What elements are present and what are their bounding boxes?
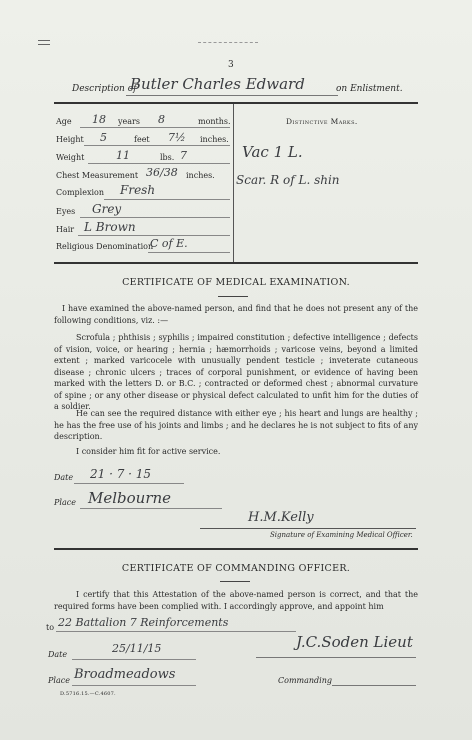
- inches-label: inches.: [200, 135, 229, 144]
- distinctive-mark-1: Vac 1 L.: [242, 143, 303, 161]
- appoint-to-label: to: [46, 623, 55, 632]
- distinctive-marks-heading: Distinctive Marks.: [286, 117, 358, 126]
- height-inches: 7½: [168, 131, 186, 144]
- weight-value: 11: [116, 149, 130, 162]
- height-label: Height: [56, 135, 84, 144]
- pencil-mark: [198, 42, 258, 43]
- feet-label: feet: [134, 135, 150, 144]
- medical-place: Melbourne: [88, 489, 172, 507]
- box-divider: [233, 104, 234, 262]
- commanding-line: [332, 685, 416, 686]
- medical-certificate-heading: CERTIFICATE OF MEDICAL EXAMINATION.: [122, 277, 350, 288]
- distinctive-mark-2: Scar. R of L. shin: [236, 173, 340, 187]
- religion-value: C of E.: [150, 237, 188, 250]
- page-number: 3: [228, 60, 234, 70]
- weight-extra: 7: [180, 149, 187, 162]
- appoint-line: [56, 631, 296, 632]
- commanding-place-line: [72, 685, 196, 686]
- eyes-line: [80, 217, 230, 218]
- hair-value: L Brown: [84, 220, 136, 234]
- medical-place-line: [80, 508, 222, 509]
- commanding-date: 25/11/15: [112, 642, 162, 655]
- complexion-label: Complexion: [56, 188, 104, 197]
- weight-line: [88, 163, 230, 164]
- medical-date-line: [74, 483, 184, 484]
- medical-fit: I consider him fit for active service.: [76, 447, 221, 456]
- medical-intro: I have examined the above-named person, and find that he does not present any of the following conditions, viz. :—: [54, 304, 418, 325]
- heading-underline: [218, 296, 248, 297]
- commanding-signature-line: [256, 657, 416, 658]
- recruit-name: Butler Charles Edward: [130, 75, 305, 93]
- height-line: [84, 145, 230, 146]
- years-label: years: [118, 117, 140, 126]
- appointed-unit: 22 Battalion 7 Reinforcements: [58, 616, 229, 629]
- medical-date-label: Date: [54, 473, 74, 482]
- weight-label: Weight: [56, 153, 85, 162]
- medical-officer-signature: H.M.Kelly: [248, 510, 314, 525]
- months-label: months.: [198, 117, 231, 126]
- age-months: 8: [158, 113, 165, 126]
- height-feet: 5: [100, 131, 107, 144]
- chest-unit: inches.: [186, 171, 215, 180]
- heading-underline: [220, 581, 250, 582]
- medical-date: 21 · 7 · 15: [90, 467, 152, 481]
- name-underline: [126, 95, 338, 96]
- section-rule: [54, 548, 418, 550]
- box-top-rule: [54, 102, 418, 104]
- medical-place-label: Place: [54, 498, 76, 507]
- medical-conditions: Scrofula ; phthisis ; syphilis ; impaired constitution ; defective intelligence ; defects of vision, voice, or hearing ; hernia ; hæmorrhoids ; varicose veins, beyond a limited extent ; marked varicocele with unusually pendent testicle ; inveterate cutaneous disease ; chronic ulcers ; traces of corporal punishment, or evidence of having been marked with the letters D. or B.C. ; contracted or deformed chest ; abnormal curvature of spine ; or any other disease or physical defect calculated to unfit him for the duties of a soldier.: [54, 333, 418, 411]
- commanding-label: Commanding: [278, 676, 332, 685]
- commanding-date-label: Date: [48, 650, 68, 659]
- chest-value: 36/38: [146, 166, 178, 179]
- religion-label: Religious Denomination: [56, 242, 154, 251]
- commanding-place-label: Place: [48, 676, 70, 685]
- pencil-mark: [38, 40, 50, 45]
- complexion-value: Fresh: [120, 183, 156, 197]
- complexion-line: [104, 199, 230, 200]
- religion-line: [148, 252, 230, 253]
- print-reference: D.5716.15.—C.4607.: [60, 691, 116, 697]
- hair-line: [78, 235, 230, 236]
- medical-signature-caption: Signature of Examining Medical Officer.: [270, 531, 413, 539]
- box-bottom-rule: [54, 262, 418, 264]
- age-years: 18: [92, 113, 106, 126]
- eyes-label: Eyes: [56, 207, 76, 216]
- age-label: Age: [56, 117, 72, 126]
- lbs-label: lbs.: [160, 153, 175, 162]
- commanding-signature: J.C.Soden Lieut: [296, 633, 413, 651]
- signature-line: [200, 528, 416, 529]
- hair-label: Hair: [56, 225, 75, 234]
- age-line: [80, 127, 230, 128]
- eyes-value: Grey: [92, 202, 122, 216]
- header-suffix: on Enlistment.: [336, 84, 403, 94]
- commanding-date-line: [72, 659, 196, 660]
- header-prefix: Description of: [72, 84, 137, 94]
- commanding-certificate-heading: CERTIFICATE OF COMMANDING OFFICER.: [121, 563, 351, 574]
- commanding-place: Broadmeadows: [74, 667, 176, 682]
- medical-declaration: He can see the required distance with either eye ; his heart and lungs are healthy ; he has the free use of his joints and limbs ; and he declares he is not subject to fits of any description.: [54, 409, 418, 441]
- commanding-certification: I certify that this Attestation of the above-named person is correct, and that the required forms have been complied with. I accordingly approve, and appoint him: [54, 590, 418, 611]
- chest-label: Chest Measurement: [56, 171, 139, 180]
